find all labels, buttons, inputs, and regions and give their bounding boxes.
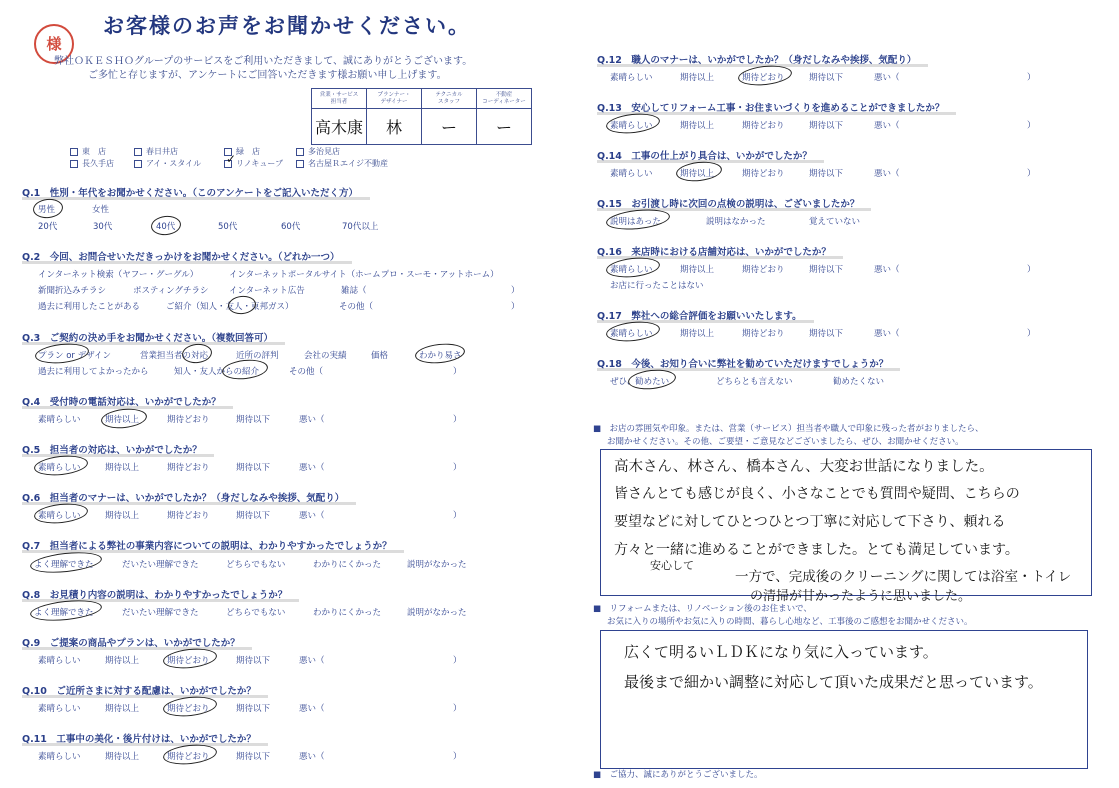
option[interactable]: 期待どおり <box>167 463 210 473</box>
option: ） <box>453 704 462 714</box>
option[interactable]: 期待以上 <box>680 169 715 179</box>
option[interactable]: 期待以下 <box>236 511 271 521</box>
option: ） <box>453 463 462 473</box>
option[interactable]: 期待どおり <box>167 704 210 714</box>
selection-circle <box>100 407 148 431</box>
store-label: リノキューブ <box>236 159 283 168</box>
option[interactable]: 覚えていない <box>809 217 861 227</box>
question-q4: Q.4 受付時の電話対応は、いかがでしたか？ <box>22 394 221 408</box>
staff-value-planner: 林 <box>367 109 422 145</box>
option[interactable]: 期待どおり <box>167 656 210 666</box>
option[interactable]: 悪い（ <box>299 511 325 521</box>
selection-circle <box>627 368 677 392</box>
option[interactable]: 期待以上 <box>105 463 140 473</box>
question-q12: Q.12 職人のマナーは、いかがでしたか？（身だしなみや挨拶、気配り） <box>597 52 916 66</box>
question-q5: Q.5 担当者の対応は、いかがでしたか？ <box>22 442 202 456</box>
option[interactable]: 40代 <box>156 222 176 232</box>
handwritten-line: 皆さんとても感じが良く、小さなことでも質問や疑問、こちらの <box>614 486 1020 502</box>
option[interactable]: 期待以下 <box>809 169 844 179</box>
option[interactable]: 営業担当者の対応 <box>140 351 209 361</box>
option[interactable]: どちらでもない <box>226 608 286 618</box>
option[interactable]: 悪い（ <box>874 169 900 179</box>
option[interactable]: 説明はなかった <box>706 217 766 227</box>
option: ） <box>1027 73 1036 83</box>
option: ） <box>1027 265 1036 275</box>
option[interactable]: インターネット検索（ヤフー・グーグル） <box>38 270 199 280</box>
question-q1: Q.1 性別・年代をお聞かせください。（このアンケートをご記入いただく方） <box>22 185 358 199</box>
selection-circle <box>221 358 269 382</box>
option[interactable]: だいたい理解できた <box>122 560 199 570</box>
question-q6: Q.6 担当者のマナーは、いかがでしたか？（身だしなみや挨拶、気配り） <box>22 490 344 504</box>
selection-circle <box>675 160 723 184</box>
comment-prompt-1b: お聞かせください。その他、ご要望・ご意見などございましたら、ぜひ、お聞かせください。 <box>607 437 964 447</box>
option[interactable]: 素晴らしい <box>38 511 81 521</box>
option[interactable]: 悪い（ <box>299 463 325 473</box>
selection-circle <box>227 295 257 316</box>
option[interactable]: 30代 <box>93 222 113 232</box>
question-q18: Q.18 今後、お知り合いに弊社を勧めていただけますでしょうか？ <box>597 356 888 370</box>
question-q10: Q.10 ご近所さまに対する配慮は、いかがでしたか？ <box>22 683 256 697</box>
option[interactable]: 期待以下 <box>236 752 271 762</box>
option[interactable]: 期待以上 <box>680 73 715 83</box>
store-label: 春日井店 <box>146 147 178 156</box>
selection-circle <box>181 342 213 364</box>
store-checkbox[interactable] <box>134 160 142 168</box>
option[interactable]: わかり易さ <box>419 351 462 361</box>
option[interactable]: 素晴らしい <box>38 752 81 762</box>
option[interactable]: 期待どおり <box>742 121 785 131</box>
option[interactable]: 期待以下 <box>809 329 844 339</box>
option[interactable]: 期待以下 <box>809 265 844 275</box>
question-q14: Q.14 工事の仕上がり具合は、いかがでしたか？ <box>597 148 812 162</box>
option[interactable]: 素晴らしい <box>38 656 81 666</box>
staff-header-realestate: 不動産 コーディネーター <box>477 89 532 109</box>
survey-title: お客様のお声をお聞かせください。 <box>103 14 471 38</box>
handwritten-line: 高木さん、林さん、橋本さん、大変お世話になりました。 <box>614 459 994 475</box>
option[interactable]: 説明がなかった <box>407 560 467 570</box>
store-label: 長久手店 <box>82 159 114 168</box>
option[interactable]: 素晴らしい <box>610 329 653 339</box>
question-q9: Q.9 ご提案の商品やプランは、いかがでしたか？ <box>22 635 240 649</box>
option[interactable]: 新聞折込みチラシ <box>38 286 107 296</box>
selection-circle <box>33 501 89 526</box>
option[interactable]: だいたい理解できた <box>122 608 199 618</box>
question-q16: Q.16 来店時における店舗対応は、いかがでしたか？ <box>597 244 831 258</box>
option[interactable]: 悪い（ <box>299 656 325 666</box>
option[interactable]: 勧めたくない <box>833 377 885 387</box>
option[interactable]: どちらでもない <box>226 560 286 570</box>
option[interactable]: 期待どおり <box>742 329 785 339</box>
comment-prompt-1a: ■ お店の雰囲気や印象。または、営業（サービス）担当者や職人で印象に残った者がおりましたら、 <box>593 424 984 434</box>
option[interactable]: ぜひ、勧めたい <box>610 377 670 387</box>
option[interactable]: インターネット広告 <box>229 286 305 296</box>
staff-header-sales: 営業・サービス 担当者 <box>312 89 367 109</box>
option[interactable]: ご紹介（知人・友人・東邦ガス） <box>166 302 294 312</box>
store-label: 名古屋Ｒエイジ不動産 <box>308 159 388 168</box>
store-checkbox[interactable] <box>70 148 78 156</box>
option[interactable]: 素晴らしい <box>610 73 653 83</box>
selection-circle <box>605 319 661 344</box>
selection-circle <box>414 341 466 365</box>
option[interactable]: 過去に利用してよかったから <box>38 367 149 377</box>
option[interactable]: 期待以下 <box>809 121 844 131</box>
question-q15: Q.15 お引渡し時に次回の点検の説明は、ございましたか？ <box>597 196 859 210</box>
footer-thanks: ■ ご協力、誠にありがとうございました。 <box>593 770 763 780</box>
option[interactable]: わかりにくかった <box>313 608 382 618</box>
option[interactable]: 期待どおり <box>167 415 210 425</box>
option[interactable]: 期待以下 <box>236 656 271 666</box>
handwritten-line: 要望などに対してひとつひとつ丁寧に対応して下さり、頼れる <box>614 514 1006 530</box>
option[interactable]: 期待以上 <box>105 752 140 762</box>
check-mark-icon: ✓ <box>226 152 237 166</box>
option[interactable]: 雑誌（ <box>341 286 367 296</box>
option[interactable]: 期待どおり <box>167 752 210 762</box>
selection-circle <box>737 63 793 88</box>
option[interactable]: 期待どおり <box>742 265 785 275</box>
question-q11: Q.11 工事中の美化・後片付けは、いかがでしたか？ <box>22 731 256 745</box>
handwritten-line: 広くて明るいＬＤＫになり気に入っています。 <box>624 643 938 661</box>
option[interactable]: 過去に利用したことがある <box>38 302 141 312</box>
option: ） <box>1027 121 1036 131</box>
option[interactable]: その他（ <box>289 367 324 377</box>
option[interactable]: 期待以下 <box>236 463 271 473</box>
option[interactable]: 悪い（ <box>874 329 900 339</box>
option: ） <box>1027 329 1036 339</box>
option[interactable]: 50代 <box>218 222 238 232</box>
intro-line-1: 弊社ＯＫＥＳＨＯグループのサービスをご利用いただきまして、誠にありがとうございます。 <box>54 56 473 67</box>
option[interactable]: 期待以上 <box>680 329 715 339</box>
selection-circle <box>29 549 103 575</box>
option[interactable]: 悪い（ <box>299 704 325 714</box>
option[interactable]: 説明がなかった <box>407 608 467 618</box>
store-label: 東 店 <box>82 147 106 156</box>
option[interactable]: 悪い（ <box>874 121 900 131</box>
option: ） <box>511 302 520 312</box>
option[interactable]: 期待どおり <box>742 169 785 179</box>
option[interactable]: 男性 <box>38 205 56 215</box>
option[interactable]: ポスティングチラシ <box>133 286 209 296</box>
comment-prompt-2a: ■ リフォームまたは、リノベーション後のお住まいで、 <box>593 604 812 614</box>
handwritten-insert: 安心して <box>650 559 694 572</box>
option[interactable]: 悪い（ <box>299 752 325 762</box>
store-label: 緑 店 <box>236 147 260 156</box>
option: ） <box>453 752 462 762</box>
staff-header-technical: テクニカル スタッフ <box>422 89 477 109</box>
question-q8: Q.8 お見積り内容の説明は、わかりやすかったでしょうか？ <box>22 587 287 601</box>
handwritten-line: 方々と一緒に進めることができました。とても満足しています。 <box>614 542 1019 558</box>
selection-circle <box>605 111 661 136</box>
question-q3: Q.3 ご契約の決め手をお聞かせください。（複数回答可） <box>22 330 273 344</box>
selection-circle <box>162 694 218 719</box>
option[interactable]: 20代 <box>38 222 58 232</box>
store-checkbox[interactable] <box>296 148 304 156</box>
staff-header-planner: プランナー・ デザイナー <box>367 89 422 109</box>
option: ） <box>453 367 462 377</box>
option[interactable]: 70代以上 <box>342 222 379 232</box>
store-checkbox[interactable] <box>296 160 304 168</box>
staff-table <box>311 88 532 145</box>
selection-circle <box>34 341 90 366</box>
staff-value-technical: ー <box>422 109 477 145</box>
store-label: アイ・スタイル <box>146 159 202 168</box>
staff-value-sales: 高木康 <box>312 109 367 145</box>
option[interactable]: 期待以下 <box>236 415 271 425</box>
option[interactable]: 期待以下 <box>236 704 271 714</box>
question-q17: Q.17 弊社への総合評価をお願いいたします。 <box>597 308 802 322</box>
option[interactable]: 説明はあった <box>610 217 661 227</box>
option[interactable]: インターネットポータルサイト（ホームプロ・スーモ・アットホーム） <box>229 270 499 280</box>
selection-circle <box>150 214 182 236</box>
selection-circle <box>33 453 89 478</box>
store-label: 多治見店 <box>308 147 340 156</box>
option[interactable]: 期待以上 <box>105 656 140 666</box>
selection-circle <box>29 597 103 623</box>
option[interactable]: 素晴らしい <box>38 463 81 473</box>
option[interactable]: 女性 <box>92 205 110 215</box>
option: ） <box>453 656 462 666</box>
option[interactable]: 知人・友人からの紹介 <box>174 367 260 377</box>
option: ） <box>511 286 520 296</box>
store-checkbox[interactable] <box>70 160 78 168</box>
option: ） <box>453 415 462 425</box>
option[interactable]: 素晴らしい <box>610 169 653 179</box>
selection-circle <box>605 255 661 280</box>
option[interactable]: 悪い（ <box>299 415 325 425</box>
option[interactable]: プラン or デザイン <box>38 351 112 361</box>
comment-prompt-2b: お気に入りの場所やお気に入りの時間、暮らし心地など、工事後のご感想をお聞かせください。 <box>607 617 973 627</box>
option[interactable]: 価格 <box>371 351 389 361</box>
selection-circle <box>162 646 218 671</box>
option[interactable]: 素晴らしい <box>610 265 653 275</box>
intro-line-2: ご多忙と存じますが、アンケートにご回答いただきます様お願い申し上げます。 <box>88 70 447 81</box>
option[interactable]: 期待以上 <box>680 121 715 131</box>
option[interactable]: よく理解できた <box>34 608 94 618</box>
question-q7: Q.7 担当者による弊社の事業内容についての説明は、わかりやすかったでしょうか？ <box>22 538 392 552</box>
question-q13: Q.13 安心してリフォーム工事・お住まいづくりを進めることができましたか？ <box>597 100 944 114</box>
handwritten-line: の清掃が甘かったように思いました。 <box>750 589 972 604</box>
option[interactable]: 素晴らしい <box>610 121 653 131</box>
option[interactable]: どちらとも言えない <box>716 377 793 387</box>
store-checkbox[interactable] <box>134 148 142 156</box>
option[interactable]: 期待以上 <box>680 265 715 275</box>
option[interactable]: よく理解できた <box>34 560 94 570</box>
option[interactable]: 60代 <box>281 222 301 232</box>
option[interactable]: 素晴らしい <box>38 415 81 425</box>
option[interactable]: 期待以上 <box>105 704 140 714</box>
seal-stamp: 様 <box>34 24 74 64</box>
option[interactable]: その他（ <box>339 302 374 312</box>
option[interactable]: 近所の評判 <box>236 351 279 361</box>
option[interactable]: 期待以上 <box>105 415 140 425</box>
option[interactable]: 期待以上 <box>105 511 140 521</box>
option[interactable]: 会社の実績 <box>304 351 347 361</box>
selection-circle <box>32 197 64 219</box>
staff-value-realestate: ー <box>477 109 532 145</box>
option[interactable]: わかりにくかった <box>313 560 382 570</box>
option[interactable]: 期待以下 <box>809 73 844 83</box>
option[interactable]: 素晴らしい <box>38 704 81 714</box>
selection-circle <box>605 207 671 233</box>
selection-circle <box>162 742 218 767</box>
handwritten-line: 最後まで細かい調整に対応して頂いた成果だと思っています。 <box>624 673 1043 691</box>
option[interactable]: 悪い（ <box>874 265 900 275</box>
store-row-1 <box>70 146 340 157</box>
option[interactable]: 期待どおり <box>742 73 785 83</box>
option[interactable]: 悪い（ <box>874 73 900 83</box>
question-q2: Q.2 今回、お問合せいただきっかけをお聞かせください。（どれか一つ） <box>22 249 340 263</box>
option: ） <box>1027 169 1036 179</box>
option[interactable]: 期待どおり <box>167 511 210 521</box>
option: ） <box>453 511 462 521</box>
handwritten-line: 一方で、完成後のクリーニングに関しては浴室・トイレ <box>735 569 1072 585</box>
option[interactable]: お店に行ったことはない <box>610 281 704 291</box>
